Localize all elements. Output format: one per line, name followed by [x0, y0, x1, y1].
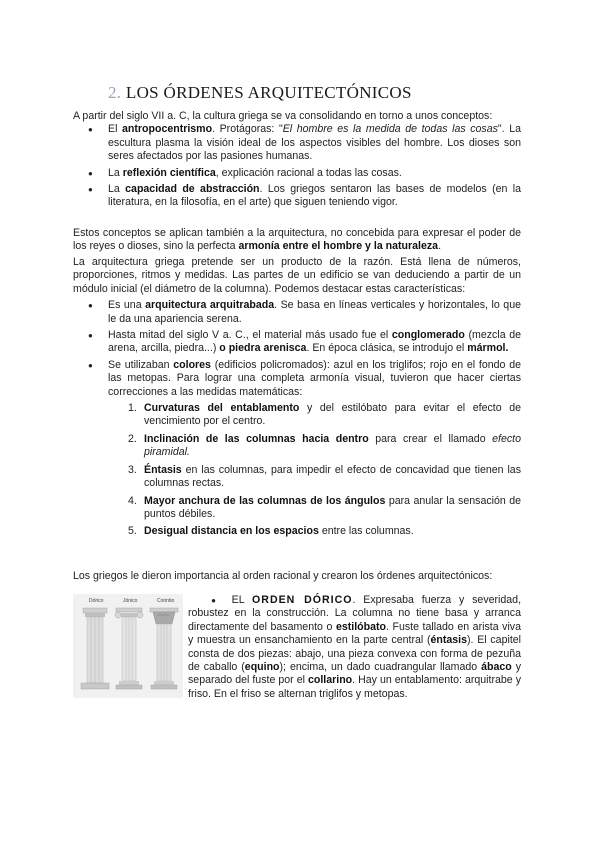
columns-illustration: [73, 594, 183, 698]
section-number: 2.: [108, 83, 122, 102]
list-item: ● Se utilizaban colores (edificios policromados): azul en los triglifos; rojo en el fondo de las metopas. Para lograr una completa armonía visual, tuvieron que hacer ciertas correcciones a las medidas matemáticas:: [73, 359, 521, 399]
list-item: 3. Éntasis en las columnas, para impedir el efecto de concavidad que tienen las columnas rectas.: [128, 463, 521, 490]
list-item: ● Es una arquitectura arquitrabada. Se basa en líneas verticales y horizontales, lo que le da una apariencia serena.: [73, 299, 521, 326]
paragraph-reason: La arquitectura griega pretende ser un producto de la razón. Está llena de números, proporciones, ritmos y medidas. Las partes de un edificio se van deduciendo a partir de un módulo inicial (el diámetro de la columna). Podemos destacar estas características: ● Es una arquitectura arquitrabada. Se basa en líneas verticales y horizontales, lo que le da una apariencia serena. ● Hasta mitad del siglo V a. C., el material más usado fue el conglomerado (mezcla de arena, arcilla, piedra...) o piedra arenisca. En época clásica, se introdujo el mármol. ● Se utilizaban colores (edificios policromados): azul en los triglifos; rojo en el fondo de las metopas. Para lograr una completa armonía visual, tuvieron que hacer ciertas correcciones a las medidas matemáticas: 1. Curvaturas del entablamento y del estilóbato para evitar el efecto de vencimiento por el centro. 2. Inclinación de las columnas hacia dentro para crear el llamado efecto piramidal. 3. Éntasis en las columnas, para impedir el efecto de concavidad que tienen las columnas rectas. 4. Mayor anchura de las columnas de los ángulos para anular la sensación de puntos débiles. 5. Desigual distancia en los espacios entre las columnas.: [73, 256, 521, 543]
doric-order-description: ● EL ORDEN DÓRICO. Expresaba fuerza y severidad, robustez en la construcción. La columna no tiene basa y arranca directamente del basamento o estilóbato. Fuste tallado en arista viva y muestra un ensanchamiento en la parte central (éntasis). El capitel consta de dos piezas: abajo, una pieza convexa con forma de pezuña de caballo (equino); encima, un dado cuadrangular llamado ábaco y separado del fuste por el collarino. Hay un entablamento: arquitrabe y friso. En el friso se alternan triglifos y metopas.: [188, 594, 522, 700]
label-doric: Dórico: [89, 598, 104, 604]
section-title: LOS ÓRDENES ARQUITECTÓNICOS: [125, 83, 412, 102]
bullet: ●: [211, 596, 216, 605]
list-item: 5. Desigual distancia en los espacios entre las columnas.: [128, 525, 414, 538]
list-item: ● La reflexión científica, explicación racional a todas las cosas.: [73, 167, 521, 180]
label-ionic: Jónico: [123, 598, 138, 604]
intro-text: A partir del siglo VII a. C, la cultura griega se va consolidando en torno a unos conceptos:: [73, 110, 493, 122]
list-item: 2. Inclinación de las columnas hacia dentro para crear el llamado efecto piramidal.: [128, 432, 521, 459]
paragraph-orders: Los griegos le dieron importancia al orden racional y crearon los órdenes arquitectónicos:: [73, 570, 493, 582]
doric-heading: ORDEN DÓRICO: [252, 594, 353, 606]
paragraph-harmony: Estos conceptos se aplican también a la arquitectura, no concebida para expresar el poder de los reyes o dioses, sino la perfecta armonía entre el hombre y la naturaleza.: [73, 227, 521, 253]
concepts-list: [73, 123, 521, 209]
list-item: ● Hasta mitad del siglo V a. C., el material más usado fue el conglomerado (mezcla de arena, arcilla, piedra...) o piedra arenisca. En época clásica, se introdujo el mármol.: [73, 329, 521, 356]
features-list: [73, 299, 521, 399]
columns-orders-figure: [73, 594, 183, 698]
label-corinthian: Corintio: [157, 598, 175, 604]
corrections-list: [73, 402, 521, 539]
section-heading: [108, 83, 412, 102]
list-item: 4. Mayor anchura de las columnas de los ángulos para anular la sensación de puntos débiles.: [128, 494, 521, 520]
list-item: ● El antropocentrismo. Protágoras: "El hombre es la medida de todas las cosas". La escultura plasma la visión ideal de los aspectos visibles del hombre. Los dioses son seres afectados por las pasiones humanas.: [73, 123, 521, 163]
list-item: ● La capacidad de abstracción. Los griegos sentaron las bases de modelos (en la literatura, en la filosofía, en el arte) que siguen teniendo vigor.: [73, 183, 521, 210]
intro-block: [73, 110, 521, 213]
list-item: 1. Curvaturas del entablamento y del estilóbato para evitar el efecto de vencimiento por el centro.: [128, 402, 522, 428]
